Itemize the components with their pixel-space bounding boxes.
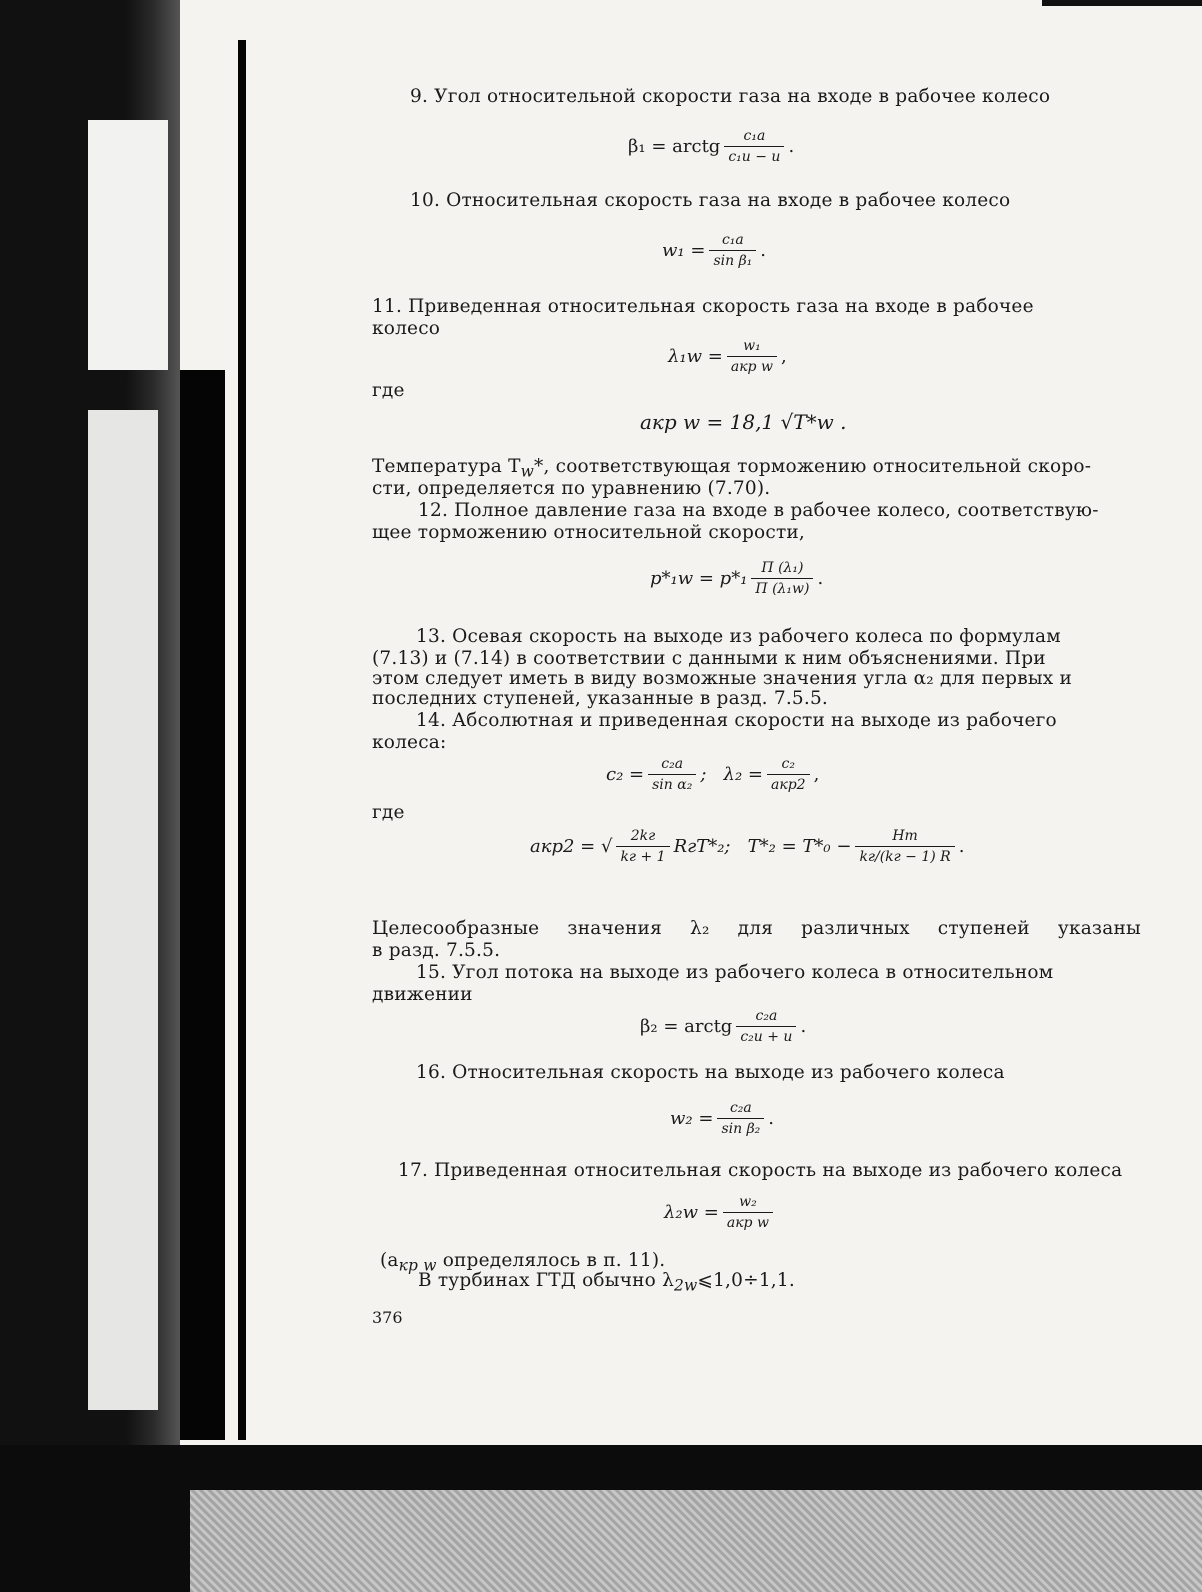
paragraph-11-cont: колесо (372, 318, 441, 339)
paragraph-13-cont: этом следует иметь в виду возможные значения угла α₂ для первых и (372, 668, 1073, 689)
formula-akrw: aкр w = 18,1 √T*w . (640, 410, 847, 434)
scan-stripe (238, 40, 246, 1440)
note-turbines: В турбинах ГТД обычно $\lambda_{2w}⩽1,0\div 1,1$. (418, 1270, 795, 1295)
scan-noise (190, 1490, 1202, 1592)
label-where-2: где (372, 802, 405, 823)
paragraph-12: 12. Полное давление газа на входе в рабочее колесо, соответствую- (418, 500, 1099, 521)
formula-w2: w₂ = $\frac{\text{c₂a}}{\text{sin β₂}}$ . (670, 1100, 775, 1137)
formula-c2-lambda2: c₂ = $\frac{\text{c₂a}}{\text{sin α₂}}$ ; λ₂ = $\frac{\text{c₂}}{\text{aкр2}}$ , (606, 756, 820, 793)
scan-light-strip (88, 410, 158, 1410)
paragraph-14: 14. Абсолютная и приведенная скорости на выходе из рабочего (416, 710, 1057, 731)
scan-light-strip (88, 120, 168, 370)
paragraph-13-cont: (7.13) и (7.14) в соответствии с данными к ним объяснениями. При (372, 648, 1046, 669)
note-akrw: ($a_{кр w}$ определялось в п. 11). (380, 1250, 666, 1275)
paragraph-14-cont: колеса: (372, 732, 447, 753)
paragraph-10: 10. Относительная скорость газа на входе в рабочее колесо (410, 190, 1011, 211)
paragraph-13-cont: последних ступеней, указанные в разд. 7.5.5. (372, 688, 828, 709)
scan-edge (1042, 0, 1202, 6)
formula-lambda2w: λ₂w = $\frac{\text{w₂}}{\text{aкр w}}$ (664, 1194, 777, 1231)
paragraph-17: 17. Приведенная относительная скорость на выходе из рабочего колеса (398, 1160, 1123, 1181)
formula-p1w: p*₁w = p*₁ $\frac{\text{Π (λ₁)}}{\text{Π (λ₁w)}}$ . (650, 560, 824, 597)
paragraph-11: 11. Приведенная относительная скорость газа на входе в рабочее (372, 296, 1034, 317)
scan-stripe (180, 370, 225, 1440)
formula-akr2-T2: aкр2 = √ $\frac{2kг}{kг + 1}$ RгT*₂; T*₂ = T*₀ − $\frac{Hт}{kг/(kг - 1) R}$ . (530, 828, 965, 865)
paragraph-temp: Температура $T_w*$, соответствующая торможению относительной скоро- (372, 456, 1092, 481)
paragraph-15: 15. Угол потока на выходе из рабочего колеса в относительном (416, 962, 1054, 983)
paragraph-9: 9. Угол относительной скорости газа на входе в рабочее колесо (410, 86, 1051, 107)
formula-beta2: β₂ = arctg $\frac{\text{c₂a}}{\text{c₂u + u}}$ . (640, 1008, 807, 1045)
paragraph-12-cont: щее торможению относительной скорости, (372, 522, 806, 543)
formula-w1: w₁ = $\frac{\text{c₁a}}{\text{sin β₁}}$ . (662, 232, 767, 269)
paragraph-optimal-cont: в разд. 7.5.5. (372, 940, 501, 961)
paragraph-13: 13. Осевая скорость на выходе из рабочего колеса по формулам (416, 626, 1061, 647)
paragraph-15-cont: движении (372, 984, 473, 1005)
paragraph-temp-cont: сти, определяется по уравнению (7.70). (372, 478, 771, 499)
formula-lambda1w: λ₁w = $\frac{\text{w₁}}{\text{aкр w}}$ , (668, 338, 787, 375)
paragraph-16: 16. Относительная скорость на выходе из рабочего колеса (416, 1062, 1005, 1083)
page-number: 376 (372, 1308, 403, 1327)
formula-beta1: β₁ = arctg $\frac{\text{c₁a}}{\text{c₁u − u}}$ . (628, 128, 795, 165)
paragraph-optimal: Целесообразные значения λ₂ для различных ступеней указаны (372, 918, 1141, 939)
label-where-1: где (372, 380, 405, 401)
